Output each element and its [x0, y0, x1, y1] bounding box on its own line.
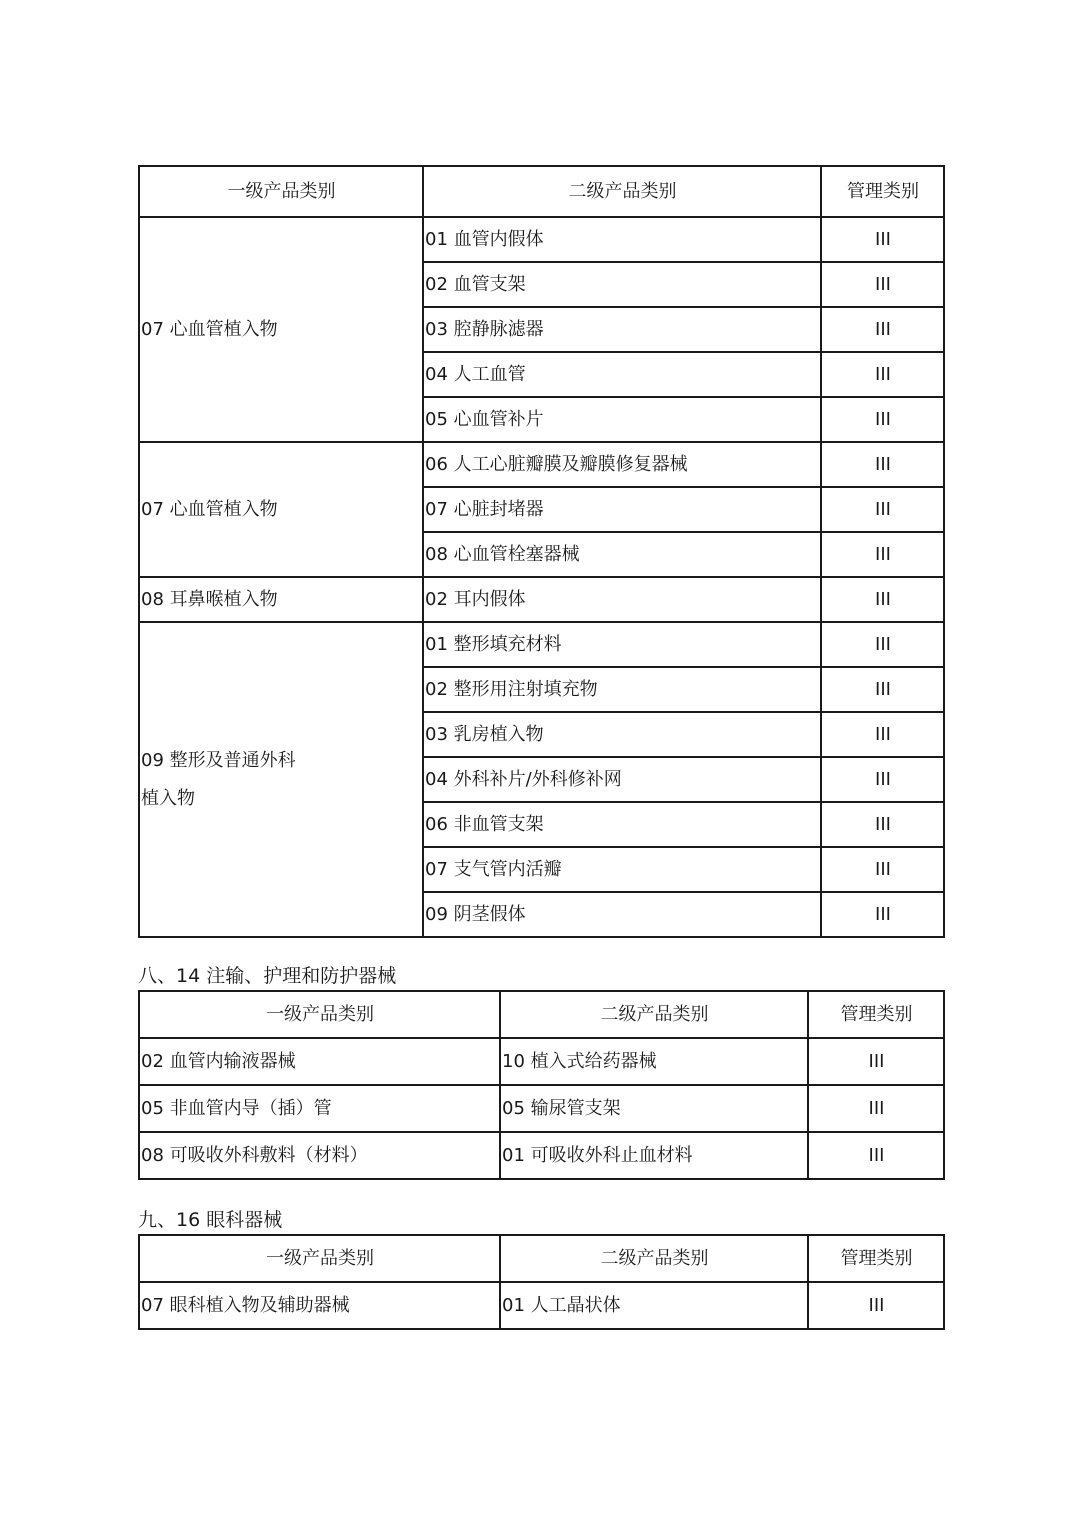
table-header-row — [139, 166, 944, 217]
primary-category-cell — [139, 622, 423, 937]
header-primary-category: 一级产品类别 — [139, 166, 423, 217]
secondary-category-cell: 01 人工晶状体 — [500, 1282, 808, 1329]
secondary-category-cell: 03 乳房植入物 — [423, 712, 821, 757]
implant-category-table — [138, 165, 945, 938]
management-class-cell: III — [821, 622, 944, 667]
primary-category-cell: 07 眼科植入物及辅助器械 — [139, 1282, 500, 1329]
table-row — [139, 577, 944, 622]
management-class-cell: III — [821, 532, 944, 577]
table-row — [139, 1085, 944, 1132]
header-secondary-category: 二级产品类别 — [500, 991, 808, 1038]
secondary-category-cell: 07 支气管内活瓣 — [423, 847, 821, 892]
secondary-category-cell: 04 外科补片/外科修补网 — [423, 757, 821, 802]
infusion-care-table — [138, 990, 945, 1180]
management-class-cell: III — [821, 847, 944, 892]
table-row — [139, 442, 944, 487]
management-class-cell: III — [821, 217, 944, 262]
table-header-row — [139, 991, 944, 1038]
management-class-cell: III — [821, 757, 944, 802]
primary-category-label: 09 整形及普通外科 — [141, 749, 296, 771]
table-header-row — [139, 1235, 944, 1282]
secondary-category-cell: 06 非血管支架 — [423, 802, 821, 847]
header-management-class: 管理类别 — [808, 1235, 944, 1282]
management-class-cell: III — [821, 397, 944, 442]
management-class-cell: III — [821, 307, 944, 352]
primary-category-cell — [139, 577, 423, 622]
management-class-cell: III — [821, 712, 944, 757]
header-secondary-category: 二级产品类别 — [500, 1235, 808, 1282]
secondary-category-cell: 07 心脏封堵器 — [423, 487, 821, 532]
table-row — [139, 1132, 944, 1179]
management-class-cell: III — [821, 487, 944, 532]
primary-category-cell — [139, 442, 423, 577]
management-class-cell: III — [821, 352, 944, 397]
secondary-category-cell: 09 阴茎假体 — [423, 892, 821, 937]
management-class-cell: III — [821, 667, 944, 712]
management-class-cell: III — [821, 577, 944, 622]
management-class-cell: III — [821, 802, 944, 847]
primary-category-label: 08 耳鼻喉植入物 — [141, 588, 278, 610]
secondary-category-cell: 03 腔静脉滤器 — [423, 307, 821, 352]
primary-category-cell — [139, 217, 423, 442]
table-row — [139, 622, 944, 667]
secondary-category-cell: 08 心血管栓塞器械 — [423, 532, 821, 577]
header-management-class: 管理类别 — [821, 166, 944, 217]
secondary-category-cell: 06 人工心脏瓣膜及瓣膜修复器械 — [423, 442, 821, 487]
section-title-infusion-care: 八、14 注输、护理和防护器械 — [138, 965, 397, 987]
primary-category-cell: 02 血管内输液器械 — [139, 1038, 500, 1085]
management-class-cell: III — [821, 892, 944, 937]
secondary-category-cell: 10 植入式给药器械 — [500, 1038, 808, 1085]
secondary-category-cell: 01 整形填充材料 — [423, 622, 821, 667]
section-title-ophthalmic: 九、16 眼科器械 — [138, 1209, 283, 1231]
secondary-category-cell: 02 耳内假体 — [423, 577, 821, 622]
secondary-category-cell: 02 整形用注射填充物 — [423, 667, 821, 712]
ophthalmic-table — [138, 1234, 945, 1330]
primary-category-cell: 08 可吸收外科敷料（材料） — [139, 1132, 500, 1179]
header-management-class: 管理类别 — [808, 991, 944, 1038]
table-row — [139, 1038, 944, 1085]
table-row — [139, 1282, 944, 1329]
primary-category-label: 植入物 — [141, 787, 195, 809]
primary-category-label: 07 心血管植入物 — [141, 498, 278, 520]
management-class-cell: III — [808, 1132, 944, 1179]
management-class-cell: III — [808, 1282, 944, 1329]
management-class-cell: III — [808, 1085, 944, 1132]
table-row — [139, 217, 944, 262]
primary-category-cell: 05 非血管内导（插）管 — [139, 1085, 500, 1132]
header-secondary-category: 二级产品类别 — [423, 166, 821, 217]
header-primary-category: 一级产品类别 — [139, 991, 500, 1038]
management-class-cell: III — [808, 1038, 944, 1085]
secondary-category-cell: 01 血管内假体 — [423, 217, 821, 262]
secondary-category-cell: 05 心血管补片 — [423, 397, 821, 442]
secondary-category-cell: 04 人工血管 — [423, 352, 821, 397]
header-primary-category: 一级产品类别 — [139, 1235, 500, 1282]
secondary-category-cell: 05 输尿管支架 — [500, 1085, 808, 1132]
secondary-category-cell: 01 可吸收外科止血材料 — [500, 1132, 808, 1179]
secondary-category-cell: 02 血管支架 — [423, 262, 821, 307]
primary-category-label: 07 心血管植入物 — [141, 318, 278, 340]
management-class-cell: III — [821, 262, 944, 307]
management-class-cell: III — [821, 442, 944, 487]
